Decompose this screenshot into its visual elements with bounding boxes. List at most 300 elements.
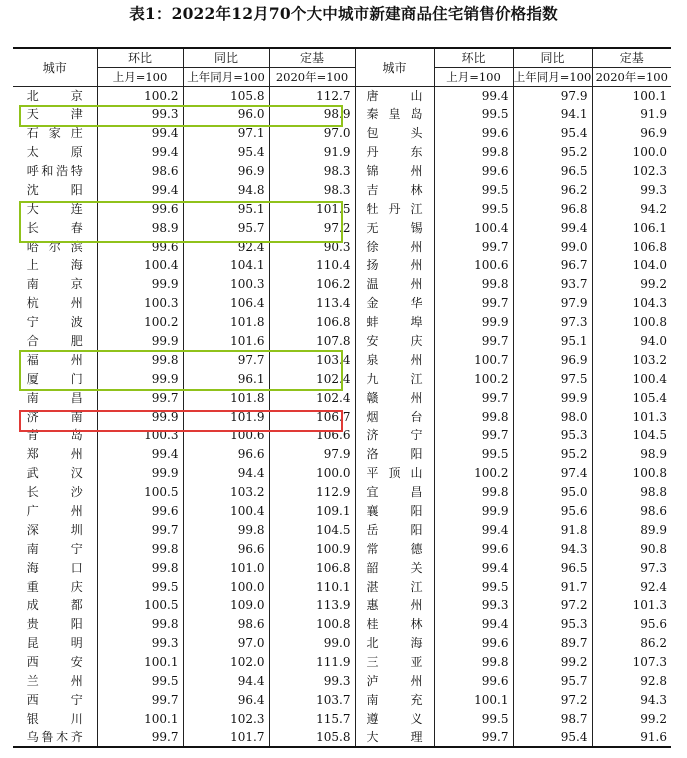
city-name: 北京: [26, 88, 83, 103]
cell-base-left: 112.9: [269, 483, 355, 502]
city-name: 金华: [366, 296, 423, 311]
cell-mom-left: 98.9: [97, 218, 183, 237]
cell-city-left: [13, 313, 97, 332]
cell-city-left: [13, 502, 97, 521]
header-yoy-sub-left: 上年同月=100: [183, 67, 269, 86]
cell-base-left: 105.8: [269, 728, 355, 747]
cell-mom-right: 99.5: [434, 180, 513, 199]
city-name: 蚌埠: [366, 315, 423, 330]
cell-mom-right: 99.7: [434, 388, 513, 407]
cell-mom-left: 99.4: [97, 124, 183, 143]
city-name: 安庆: [366, 334, 423, 349]
table-row: [13, 256, 671, 275]
city-name: 秦皇岛: [366, 107, 423, 122]
cell-yoy-left: 104.1: [183, 256, 269, 275]
city-name: 上海: [26, 258, 83, 273]
cell-base-left: 113.4: [269, 294, 355, 313]
header-base-sub-right: 2020年=100: [592, 67, 671, 86]
cell-city-right: [355, 313, 434, 332]
city-name: 长沙: [26, 485, 83, 500]
city-name: 太原: [26, 145, 83, 160]
cell-base-right: 101.3: [592, 407, 671, 426]
cell-base-right: 104.5: [592, 426, 671, 445]
cell-base-right: 98.6: [592, 502, 671, 521]
cell-city-right: [355, 634, 434, 653]
cell-mom-right: 99.5: [434, 105, 513, 124]
cell-mom-right: 99.4: [434, 86, 513, 105]
cell-yoy-right: 95.0: [513, 483, 592, 502]
table-title: 表1：2022年12月70个大中城市新建商品住宅销售价格指数: [129, 4, 558, 23]
cell-mom-left: 99.7: [97, 691, 183, 710]
cell-city-right: [355, 332, 434, 351]
city-name: 贵阳: [26, 617, 83, 632]
cell-mom-right: 100.2: [434, 369, 513, 388]
cell-yoy-right: 98.0: [513, 407, 592, 426]
cell-yoy-right: 95.3: [513, 426, 592, 445]
city-name: 重庆: [26, 579, 83, 594]
cell-city-left: [13, 596, 97, 615]
city-name: 南京: [26, 277, 83, 292]
cell-yoy-left: 100.3: [183, 275, 269, 294]
city-name: 常德: [366, 541, 423, 556]
cell-yoy-left: 102.0: [183, 653, 269, 672]
cell-base-right: 99.2: [592, 275, 671, 294]
city-name: 沈阳: [26, 182, 83, 197]
cell-mom-left: 99.5: [97, 577, 183, 596]
cell-mom-left: 99.9: [97, 464, 183, 483]
city-name: 宜昌: [366, 485, 423, 500]
cell-mom-left: 99.9: [97, 369, 183, 388]
cell-yoy-left: 101.0: [183, 558, 269, 577]
cell-mom-right: 99.6: [434, 539, 513, 558]
cell-mom-right: 99.8: [434, 407, 513, 426]
table-row: [13, 502, 671, 521]
city-name: 海口: [26, 560, 83, 575]
cell-city-left: [13, 143, 97, 162]
cell-city-left: [13, 653, 97, 672]
cell-city-right: [355, 369, 434, 388]
city-name: 济南: [26, 409, 83, 424]
cell-yoy-left: 95.7: [183, 218, 269, 237]
city-name: 唐山: [366, 88, 423, 103]
cell-city-left: [13, 86, 97, 105]
table-row: [13, 672, 671, 691]
city-name: 厦门: [26, 371, 83, 386]
table-row: [13, 539, 671, 558]
cell-city-right: [355, 653, 434, 672]
cell-yoy-left: 96.0: [183, 105, 269, 124]
cell-mom-right: 99.6: [434, 124, 513, 143]
cell-mom-right: 99.8: [434, 483, 513, 502]
city-name: 南昌: [26, 390, 83, 405]
header-base-right: 定基: [592, 48, 671, 67]
cell-city-left: [13, 464, 97, 483]
cell-mom-right: 99.9: [434, 313, 513, 332]
cell-mom-left: 99.9: [97, 332, 183, 351]
cell-base-left: 106.2: [269, 275, 355, 294]
cell-mom-left: 100.3: [97, 294, 183, 313]
cell-yoy-left: 98.6: [183, 615, 269, 634]
cell-mom-right: 99.6: [434, 672, 513, 691]
cell-mom-right: 99.5: [434, 199, 513, 218]
cell-base-left: 111.9: [269, 653, 355, 672]
table-row: [13, 313, 671, 332]
cell-yoy-right: 95.2: [513, 445, 592, 464]
cell-yoy-right: 96.7: [513, 256, 592, 275]
table-row: [13, 558, 671, 577]
header-mom-sub-right: 上月=100: [434, 67, 513, 86]
city-name: 南充: [366, 692, 423, 707]
cell-base-right: 92.8: [592, 672, 671, 691]
cell-city-right: [355, 256, 434, 275]
cell-city-left: [13, 672, 97, 691]
cell-city-left: [13, 615, 97, 634]
city-name: 哈尔滨: [26, 239, 83, 254]
cell-mom-right: 100.6: [434, 256, 513, 275]
cell-city-right: [355, 105, 434, 124]
cell-base-left: 100.9: [269, 539, 355, 558]
cell-city-left: [13, 728, 97, 747]
city-name: 天津: [26, 107, 83, 122]
table-row: [13, 483, 671, 502]
cell-city-right: [355, 502, 434, 521]
cell-yoy-left: 106.4: [183, 294, 269, 313]
city-name: 合肥: [26, 334, 83, 349]
cell-yoy-left: 102.3: [183, 709, 269, 728]
cell-base-right: 96.9: [592, 124, 671, 143]
cell-city-right: [355, 483, 434, 502]
cell-yoy-left: 97.7: [183, 350, 269, 369]
cell-base-left: 106.6: [269, 426, 355, 445]
cell-base-left: 109.1: [269, 502, 355, 521]
cell-base-right: 104.0: [592, 256, 671, 275]
cell-mom-left: 99.3: [97, 105, 183, 124]
cell-yoy-right: 95.2: [513, 143, 592, 162]
cell-yoy-right: 96.5: [513, 558, 592, 577]
city-name: 长春: [26, 220, 83, 235]
city-name: 泸州: [366, 674, 423, 689]
cell-city-right: [355, 218, 434, 237]
cell-city-left: [13, 539, 97, 558]
cell-city-right: [355, 426, 434, 445]
cell-yoy-left: 95.1: [183, 199, 269, 218]
cell-mom-right: 99.7: [434, 426, 513, 445]
cell-city-right: [355, 294, 434, 313]
highlight-box-jinan: [19, 410, 343, 432]
cell-mom-right: 100.2: [434, 464, 513, 483]
cell-base-left: 113.9: [269, 596, 355, 615]
city-name: 大连: [26, 201, 83, 216]
cell-base-left: 98.3: [269, 162, 355, 181]
cell-city-right: [355, 728, 434, 747]
cell-yoy-left: 97.0: [183, 634, 269, 653]
cell-yoy-left: 96.6: [183, 445, 269, 464]
highlight-box-tianjin: [19, 105, 343, 127]
cell-base-left: 102.4: [269, 388, 355, 407]
cell-city-right: [355, 445, 434, 464]
cell-city-left: [13, 388, 97, 407]
cell-mom-right: 99.6: [434, 634, 513, 653]
cell-base-left: 98.3: [269, 180, 355, 199]
city-name: 洛阳: [366, 447, 423, 462]
header-base-left: 定基: [269, 48, 355, 67]
cell-city-left: [13, 691, 97, 710]
cell-yoy-right: 95.6: [513, 502, 592, 521]
cell-city-left: [13, 483, 97, 502]
table-row: [13, 143, 671, 162]
cell-mom-right: 99.8: [434, 275, 513, 294]
cell-city-left: [13, 634, 97, 653]
cell-base-right: 97.3: [592, 558, 671, 577]
cell-mom-left: 100.1: [97, 653, 183, 672]
cell-base-left: 103.4: [269, 350, 355, 369]
cell-city-left: [13, 162, 97, 181]
cell-city-right: [355, 558, 434, 577]
cell-city-left: [13, 577, 97, 596]
cell-yoy-left: 100.6: [183, 426, 269, 445]
cell-yoy-left: 92.4: [183, 237, 269, 256]
city-name: 泉州: [366, 352, 423, 367]
city-name: 大理: [366, 730, 423, 745]
cell-base-left: 100.0: [269, 464, 355, 483]
cell-yoy-left: 94.4: [183, 464, 269, 483]
table-row: [13, 596, 671, 615]
cell-yoy-left: 97.1: [183, 124, 269, 143]
cell-base-right: 95.6: [592, 615, 671, 634]
cell-yoy-right: 91.7: [513, 577, 592, 596]
city-name: 兰州: [26, 674, 83, 689]
cell-yoy-right: 97.9: [513, 86, 592, 105]
cell-mom-left: 99.4: [97, 180, 183, 199]
cell-yoy-right: 97.5: [513, 369, 592, 388]
cell-base-left: 99.0: [269, 634, 355, 653]
cell-yoy-right: 96.2: [513, 180, 592, 199]
header-row-main: [13, 48, 671, 67]
price-index-table: [13, 47, 671, 748]
cell-mom-right: 100.7: [434, 350, 513, 369]
city-name: 郑州: [26, 447, 83, 462]
cell-yoy-left: 96.6: [183, 539, 269, 558]
cell-yoy-right: 95.1: [513, 332, 592, 351]
header-yoy-right: 同比: [513, 48, 592, 67]
cell-mom-left: 100.2: [97, 86, 183, 105]
cell-city-right: [355, 86, 434, 105]
header-city-left: 城市: [13, 48, 97, 86]
cell-yoy-left: 94.8: [183, 180, 269, 199]
cell-city-right: [355, 407, 434, 426]
cell-city-left: [13, 180, 97, 199]
city-name: 深圳: [26, 522, 83, 537]
cell-yoy-right: 99.9: [513, 388, 592, 407]
city-name: 韶关: [366, 560, 423, 575]
cell-city-left: [13, 332, 97, 351]
cell-yoy-right: 91.8: [513, 520, 592, 539]
cell-mom-left: 99.6: [97, 502, 183, 521]
cell-yoy-right: 99.4: [513, 218, 592, 237]
cell-yoy-left: 96.4: [183, 691, 269, 710]
cell-mom-right: 99.4: [434, 520, 513, 539]
cell-base-right: 99.2: [592, 709, 671, 728]
city-name: 石家庄: [26, 126, 83, 141]
cell-base-left: 91.9: [269, 143, 355, 162]
cell-yoy-left: 101.8: [183, 313, 269, 332]
cell-base-right: 99.3: [592, 180, 671, 199]
cell-city-right: [355, 180, 434, 199]
table-row: [13, 464, 671, 483]
cell-city-right: [355, 350, 434, 369]
cell-mom-left: 100.5: [97, 483, 183, 502]
cell-mom-right: 99.6: [434, 162, 513, 181]
cell-base-left: 115.7: [269, 709, 355, 728]
cell-base-right: 90.8: [592, 539, 671, 558]
cell-yoy-left: 105.8: [183, 86, 269, 105]
cell-mom-right: 99.8: [434, 143, 513, 162]
city-name: 成都: [26, 598, 83, 613]
header-base-sub-left: 2020年=100: [269, 67, 355, 86]
cell-mom-left: 99.8: [97, 539, 183, 558]
city-name: 吉林: [366, 182, 423, 197]
cell-base-left: 99.3: [269, 672, 355, 691]
cell-yoy-left: 100.4: [183, 502, 269, 521]
cell-yoy-right: 98.7: [513, 709, 592, 728]
cell-base-left: 110.1: [269, 577, 355, 596]
city-name: 宁波: [26, 315, 83, 330]
cell-mom-right: 100.4: [434, 218, 513, 237]
city-name: 南宁: [26, 541, 83, 556]
city-name: 武汉: [26, 466, 83, 481]
cell-base-left: 100.8: [269, 615, 355, 634]
city-name: 昆明: [26, 636, 83, 651]
city-name: 杭州: [26, 296, 83, 311]
cell-mom-right: 100.1: [434, 691, 513, 710]
cell-yoy-left: 103.2: [183, 483, 269, 502]
cell-mom-left: 99.4: [97, 445, 183, 464]
cell-mom-left: 99.7: [97, 728, 183, 747]
cell-yoy-right: 96.9: [513, 350, 592, 369]
city-name: 遵义: [366, 711, 423, 726]
header-mom-left: 环比: [97, 48, 183, 67]
table-row: [13, 634, 671, 653]
cell-city-right: [355, 709, 434, 728]
cell-yoy-right: 95.7: [513, 672, 592, 691]
cell-base-right: 102.3: [592, 162, 671, 181]
cell-yoy-left: 101.6: [183, 332, 269, 351]
cell-city-right: [355, 691, 434, 710]
header-yoy-sub-right: 上年同月=100: [513, 67, 592, 86]
cell-base-left: 112.7: [269, 86, 355, 105]
city-name: 济宁: [366, 428, 423, 443]
cell-city-left: [13, 256, 97, 275]
cell-base-right: 91.6: [592, 728, 671, 747]
city-name: 锦州: [366, 164, 423, 178]
cell-base-right: 100.4: [592, 369, 671, 388]
cell-yoy-left: 109.0: [183, 596, 269, 615]
cell-base-right: 105.4: [592, 388, 671, 407]
cell-base-right: 89.9: [592, 520, 671, 539]
cell-yoy-left: 101.8: [183, 388, 269, 407]
cell-yoy-right: 95.4: [513, 728, 592, 747]
table-row: [13, 180, 671, 199]
cell-base-right: 107.3: [592, 653, 671, 672]
cell-base-right: 100.8: [592, 313, 671, 332]
city-name: 惠州: [366, 598, 423, 613]
table-row: [13, 332, 671, 351]
cell-mom-left: 99.6: [97, 237, 183, 256]
header-mom-sub-left: 上月=100: [97, 67, 183, 86]
cell-mom-right: 99.9: [434, 502, 513, 521]
city-name: 扬州: [366, 258, 423, 273]
cell-base-left: 90.3: [269, 237, 355, 256]
cell-mom-right: 99.7: [434, 237, 513, 256]
cell-base-left: 104.5: [269, 520, 355, 539]
header-yoy-left: 同比: [183, 48, 269, 67]
city-name: 桂林: [366, 617, 423, 632]
cell-mom-left: 99.6: [97, 199, 183, 218]
cell-city-right: [355, 464, 434, 483]
cell-yoy-left: 94.4: [183, 672, 269, 691]
table-row: [13, 709, 671, 728]
cell-mom-left: 99.8: [97, 615, 183, 634]
cell-mom-right: 99.5: [434, 445, 513, 464]
city-name: 牡丹江: [366, 201, 423, 216]
cell-yoy-right: 97.9: [513, 294, 592, 313]
city-name: 赣州: [366, 390, 423, 405]
cell-mom-right: 99.8: [434, 653, 513, 672]
cell-mom-left: 98.6: [97, 162, 183, 181]
city-name: 广州: [26, 504, 83, 519]
city-name: 北海: [366, 636, 423, 651]
city-name: 福州: [26, 352, 83, 367]
cell-mom-right: 99.5: [434, 577, 513, 596]
city-name: 青岛: [26, 428, 83, 443]
city-name: 丹东: [366, 145, 423, 160]
cell-city-right: [355, 672, 434, 691]
cell-base-right: 101.3: [592, 596, 671, 615]
header-mom-right: 环比: [434, 48, 513, 67]
cell-yoy-right: 99.2: [513, 653, 592, 672]
city-name: 三亚: [366, 655, 423, 670]
cell-base-left: 110.4: [269, 256, 355, 275]
cell-yoy-right: 96.8: [513, 199, 592, 218]
cell-yoy-right: 89.7: [513, 634, 592, 653]
cell-base-right: 94.0: [592, 332, 671, 351]
city-name: 温州: [366, 277, 423, 292]
cell-city-right: [355, 143, 434, 162]
cell-yoy-right: 97.2: [513, 596, 592, 615]
cell-mom-right: 99.7: [434, 332, 513, 351]
highlight-box-fuzhou-xiamen: [19, 350, 343, 391]
cell-yoy-right: 93.7: [513, 275, 592, 294]
cell-base-right: 104.3: [592, 294, 671, 313]
cell-base-left: 106.7: [269, 407, 355, 426]
cell-mom-left: 99.8: [97, 558, 183, 577]
cell-mom-left: 100.5: [97, 596, 183, 615]
cell-base-right: 94.3: [592, 691, 671, 710]
cell-base-left: 106.8: [269, 313, 355, 332]
cell-city-right: [355, 596, 434, 615]
cell-mom-left: 100.1: [97, 709, 183, 728]
city-name: 烟台: [366, 409, 423, 424]
cell-mom-right: 99.7: [434, 728, 513, 747]
cell-city-right: [355, 199, 434, 218]
cell-mom-right: 99.7: [434, 294, 513, 313]
cell-yoy-right: 97.4: [513, 464, 592, 483]
city-name: 湛江: [366, 579, 423, 594]
table-row: [13, 162, 671, 181]
cell-city-right: [355, 615, 434, 634]
cell-mom-left: 99.3: [97, 634, 183, 653]
cell-city-right: [355, 539, 434, 558]
